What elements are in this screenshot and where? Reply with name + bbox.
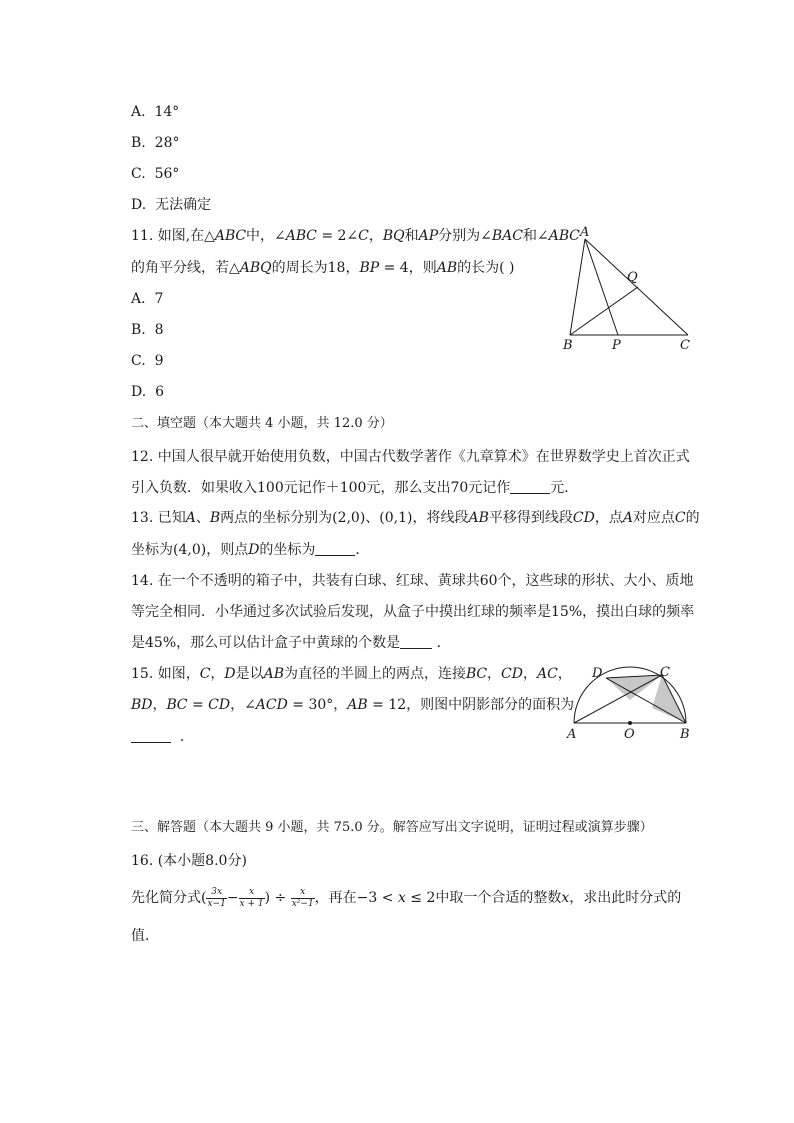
label-a: A (567, 727, 577, 742)
q11-option-a: A. 7 (131, 291, 164, 307)
label-b: B (563, 338, 573, 353)
q11-triangle-figure (560, 225, 700, 353)
q14-line2: 等完全相同．小华通过多次试验后发现，从盒子中摸出红球的频率是15%，摸出白球的频率 (131, 604, 695, 620)
q12-line1: 12. 中国人很早就开始使用负数，中国古代数学著作《九章算术》在世界数学史上首次正式 (131, 449, 690, 465)
q13-line1: 13. 已知𝐴、𝐵两点的坐标分别为(2,0)、(0,1)，将线段𝐴𝐵平移得到线段𝐶𝐷，点𝐴对应点𝐶的 (131, 510, 700, 526)
label-q: Q (627, 270, 638, 285)
q15-line1: 15. 如图，𝐶，𝐷是以𝐴𝐵为直径的半圆上的两点，连接𝐵𝐶，𝐶𝐷，𝐴𝐶， (131, 666, 572, 682)
q11-option-d: D. 6 (131, 384, 165, 400)
label-p: P (612, 338, 621, 353)
section2-title: 二、填空题（本大题共 4 小题，共 12.0 分） (131, 416, 393, 431)
section3-title: 三、解答题（本大题共 9 小题，共 75.0 分。解答应写出文字说明，证明过程或演算步骤） (131, 820, 653, 835)
label-c: C (680, 338, 690, 353)
q10-option-d: D. 无法确定 (131, 197, 212, 213)
q15-line3: ． (131, 727, 194, 747)
label-a: A (580, 225, 590, 240)
fraction-x-over-x-plus-1: $\frac{x}{x + 1}$ (239, 886, 264, 909)
q16-line1: 先化简分式( $\frac{3x}{x-1}$ − $\frac{x}{x + 1}$ ) ÷ $\frac{x}{\text{x²−1}}$ ，再在−3 < 𝑥 ≤ 2中取一个合适的整数𝑥，求出此时分式的 (131, 886, 682, 909)
q15-line2: 𝐵𝐷，𝐵𝐶 = 𝐶𝐷，∠𝐴𝐶𝐷 = 30°，𝐴𝐵 = 12，则图中阴影部分的面积为 (131, 697, 575, 713)
q16-line2: 值． (131, 928, 159, 944)
q13-line2: 坐标为(4,0)，则点𝐷的坐标为 ． (131, 542, 370, 558)
label-o: O (624, 727, 635, 742)
q16-header: 16. (本小题8.0分) (131, 853, 247, 869)
q10-option-c: C. 56° (131, 166, 180, 182)
edge-ab (570, 239, 585, 335)
q10-option-b: B. 28° (131, 135, 180, 151)
fraction-x-over-x-squared-minus-1: $\frac{x}{\text{x²−1}}$ (291, 886, 314, 909)
q11-option-b: B. 8 (131, 322, 164, 338)
q15-semicircle-figure (562, 660, 697, 745)
q14-line1: 14. 在一个不透明的箱子中，共装有白球、红球、黄球共60个，这些球的形状、大小、质地 (131, 573, 694, 589)
q13-answer-blank (315, 541, 355, 556)
label-b: B (680, 727, 690, 742)
shaded-region-left (606, 675, 662, 700)
label-c: C (660, 665, 670, 680)
label-d: D (592, 666, 603, 681)
q11-line1: 11. 如图,在△𝐴𝐵𝐶中，∠𝐴𝐵𝐶 = 2∠𝐶，𝐵𝑄和𝐴𝑃分别为∠𝐵𝐴𝐶和∠𝐴𝐵𝐶 (131, 228, 580, 244)
fraction-3x-over-x-minus-1: $\frac{3x}{x-1}$ (207, 886, 226, 909)
q10-option-a: A. 14° (131, 104, 180, 120)
q14-answer-blank (400, 634, 432, 649)
edge-ac (585, 239, 688, 335)
q11-line2: 的角平分线，若△𝐴𝐵𝑄的周长为18，𝐵𝑃 = 4，则𝐴𝐵的长为( ) (131, 260, 515, 276)
q14-line3: 是45%，那么可以估计盒子中黄球的个数是 ． (131, 635, 451, 651)
q12-line2: 引入负数．如果收入100元记作＋100元，那么支出70元记作 元． (131, 480, 579, 496)
q12-answer-blank (510, 479, 550, 494)
q11-option-c: C. 9 (131, 353, 164, 369)
q15-answer-blank (131, 728, 171, 743)
center-point (628, 721, 632, 725)
